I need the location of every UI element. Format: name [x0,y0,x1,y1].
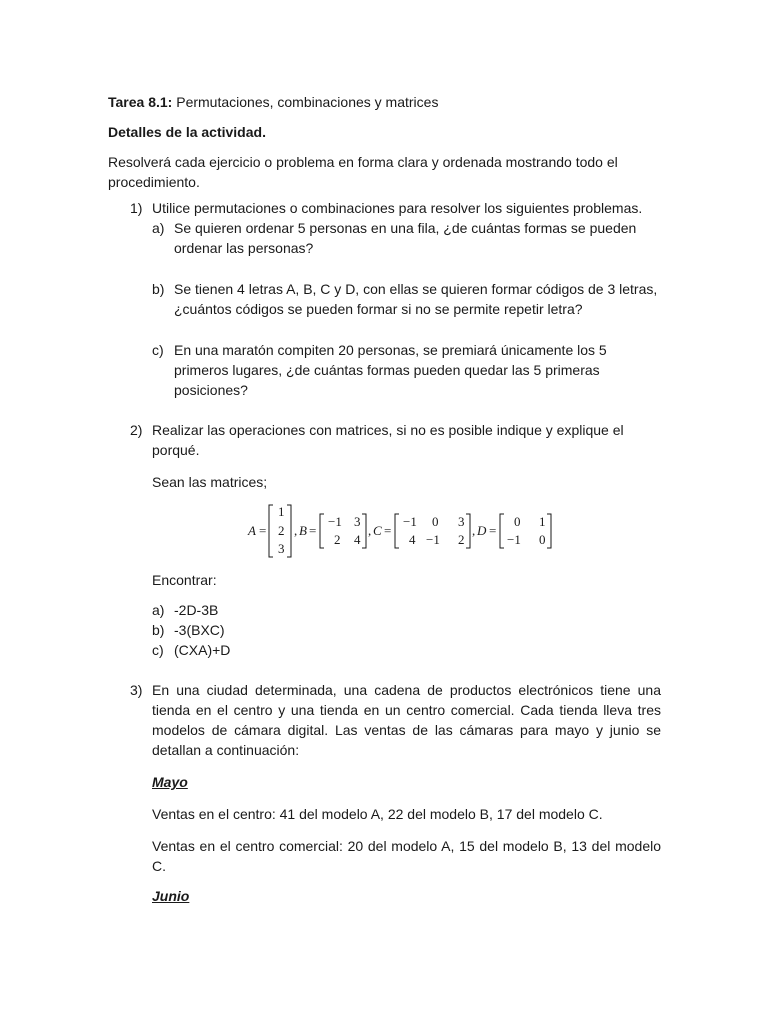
problem-1 [108,198,661,400]
matrix-c-cell: −1 [403,514,417,529]
find-label: Encontrar: [152,572,217,588]
matrix-equations [244,502,574,560]
matrix-a-left-bracket [269,505,273,557]
matrix-c-cell: 2 [458,532,465,547]
matrix-c-cell: 3 [458,514,465,529]
problem-3-number: 3) [130,682,143,698]
matrix-c-cell: −1 [426,532,440,547]
svg-text:=: = [384,523,392,538]
problem-1-item-a [152,218,661,258]
problem-3 [108,680,661,906]
matrix-c-name: C [373,523,382,538]
matrix-a-cell: 3 [278,541,285,556]
june-heading: Junio [152,888,190,904]
intro-paragraph: Resolverá cada ejercicio o problema en forma clara y ordenada mostrando todo el procedimiento. [108,154,618,190]
item-text: En una maratón compiten 20 personas, se premiará únicamente los 5 primeros lugares, ¿de cuántas formas pueden quedar las 5 primeras posiciones? [174,342,607,398]
matrix-b-cell: 3 [354,514,361,529]
problem-2-item-b [152,620,661,640]
matrix-b-cell: 2 [334,532,341,547]
task-title [108,92,661,112]
matrix-d-cell: 1 [539,514,546,529]
matrix-d-cell: −1 [507,532,521,547]
item-label: c) [152,342,164,358]
matrix-c-left-bracket [395,514,399,548]
item-label: c) [152,642,164,658]
problem-3-text: En una ciudad determinada, una cadena de productos electrónicos tiene una tienda en el centro y una tienda en un centro comercial. Cada tienda lleva tres modelos de cámara digital. Las ventas de las cámaras para mayo y junio se detallan a continuación: [152,682,661,758]
may-center-sales: Ventas en el centro: 41 del modelo A, 22 del modelo B, 17 del modelo C. [152,806,603,822]
problem-1-text: Utilice permutaciones o combinaciones para resolver los siguientes problemas. [152,200,643,216]
matrix-c-cell: 4 [409,532,416,547]
svg-text:=: = [489,523,497,538]
matrix-c-right-bracket [466,514,470,548]
matrix-a-cell: 1 [278,504,285,519]
svg-text:,: , [368,523,372,538]
task-title-text: Permutaciones, combinaciones y matrices [172,94,439,110]
matrix-d-right-bracket [547,514,551,548]
svg-text:=: = [309,523,317,538]
matrix-a-cell: 2 [278,523,285,538]
matrix-b-left-bracket [320,514,324,548]
problem-2-item-a [152,600,661,620]
problem-2-number: 2) [130,422,143,438]
matrix-b-cell: 4 [354,532,361,547]
item-label: b) [152,622,165,638]
matrix-d-cell: 0 [514,514,521,529]
problem-2-text: Realizar las operaciones con matrices, si no es posible indique y explique el porqué. [152,422,624,458]
document-page [108,92,661,906]
matrix-a-right-bracket [287,505,291,557]
may-heading: Mayo [152,774,188,790]
item-text: -3(BXC) [174,622,225,638]
item-text: Se quieren ordenar 5 personas en una fila, ¿de cuántas formas se pueden ordenar las personas? [174,220,637,256]
matrix-d-cell: 0 [539,532,546,547]
svg-text:=: = [259,523,267,538]
item-text: -2D-3B [174,602,219,618]
item-label: a) [152,220,165,236]
problem-1-item-c [152,340,661,400]
matrix-b-right-bracket [362,514,366,548]
matrix-d-left-bracket [500,514,504,548]
matrices-intro: Sean las matrices; [152,474,268,490]
item-label: a) [152,602,165,618]
details-heading: Detalles de la actividad. [108,124,266,140]
matrix-b-name: B [299,523,307,538]
task-title-label: Tarea 8.1: [108,94,173,110]
svg-text:,: , [472,523,476,538]
problem-1-item-b [152,279,661,319]
problem-2 [108,420,661,660]
problem-1-number: 1) [130,200,143,216]
item-text: (CXA)+D [174,642,231,658]
matrix-c-cell: 0 [432,514,439,529]
item-text: Se tienen 4 letras A, B, C y D, con ellas se quieren formar códigos de 3 letras, ¿cuántos códigos se pueden formar si no se permite repetir letra? [174,281,658,317]
matrix-b-cell: −1 [328,514,342,529]
may-mall-sales: Ventas en el centro comercial: 20 del modelo A, 15 del modelo B, 13 del modelo C. [152,838,661,874]
problem-2-item-c [152,640,661,660]
item-label: b) [152,281,165,297]
matrix-d-name: D [477,523,487,538]
matrices-display [152,502,661,558]
svg-text:,: , [294,523,298,538]
matrix-a-name: A [248,523,256,538]
